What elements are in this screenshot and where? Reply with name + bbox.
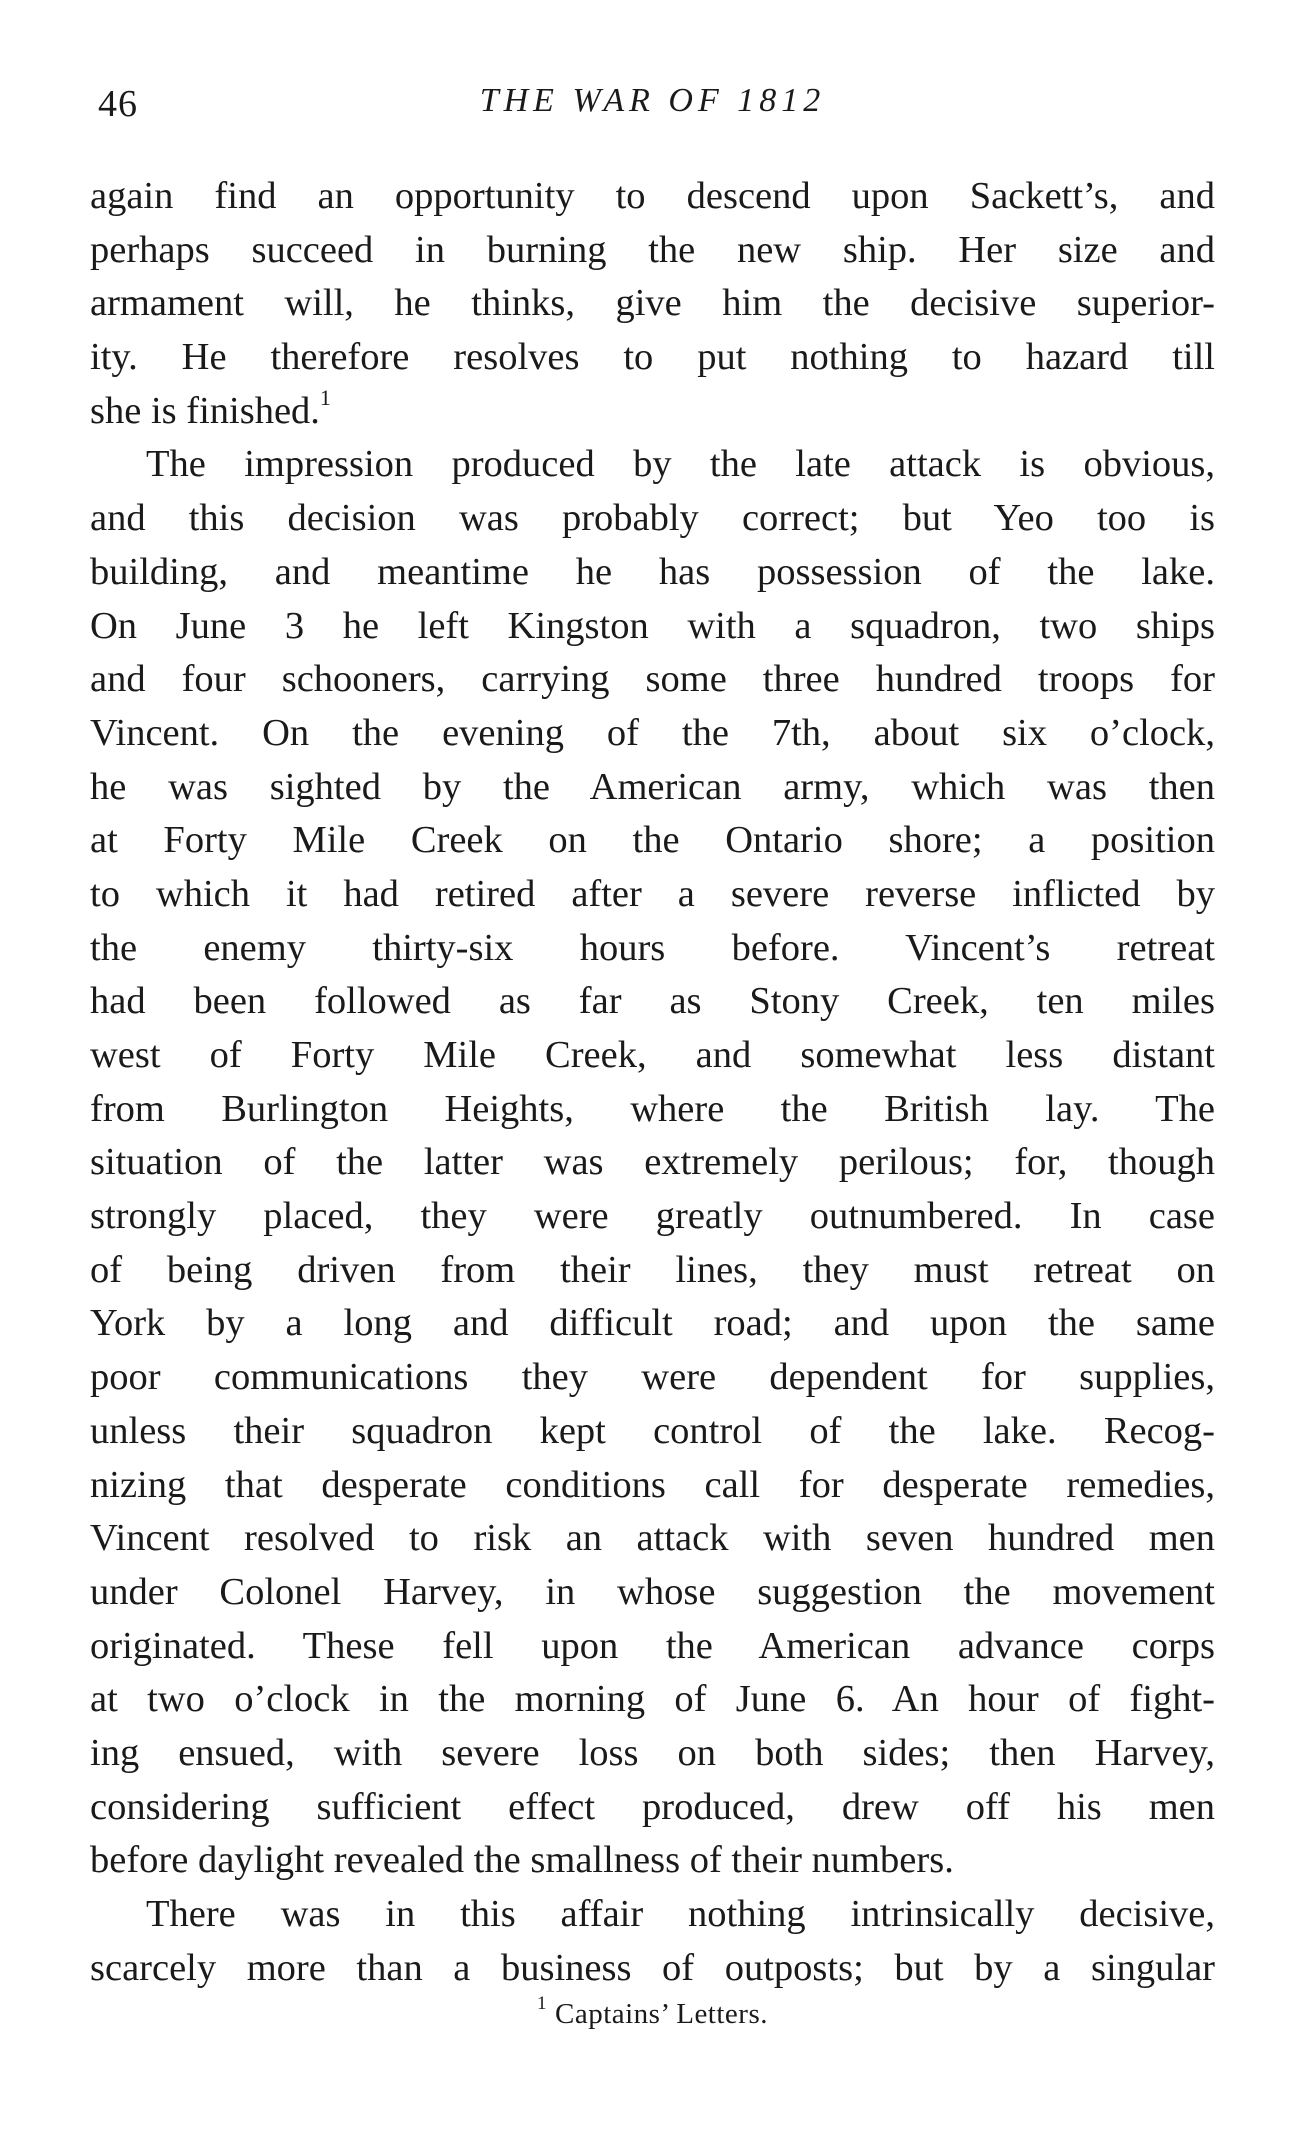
text-line: of being driven from their lines, they must retreat on: [90, 1248, 1215, 1291]
running-head: [90, 82, 1215, 132]
text-line: ing ensued, with severe loss on both sides; then Harvey,: [90, 1731, 1215, 1774]
footnote: [90, 1993, 1215, 2031]
text-line: situation of the latter was extremely perilous; for, though: [90, 1141, 1215, 1184]
footnote-marker: 1: [536, 1993, 547, 2015]
text-line: at Forty Mile Creek on the Ontario shore; a position: [90, 819, 1215, 862]
text-line: unless their squadron kept control of the lake. Recog-: [90, 1409, 1215, 1452]
text-line: building, and meantime he has possession of the lake.: [90, 550, 1215, 593]
body-text: [90, 170, 1215, 1995]
text-line: [90, 385, 1215, 439]
text-line: from Burlington Heights, where the British lay. The: [90, 1087, 1215, 1130]
running-title: THE WAR OF 1812: [479, 82, 826, 119]
text-line: considering sufficient effect produced, drew off his men: [90, 1785, 1215, 1828]
page-number: 46: [98, 83, 138, 125]
text-line: under Colonel Harvey, in whose suggestion the movement: [90, 1570, 1215, 1613]
text-line: and four schooners, carrying some three hundred troops for: [90, 658, 1215, 701]
text-line: ity. He therefore resolves to put nothing to hazard till: [90, 336, 1215, 379]
text-line: at two o’clock in the morning of June 6. An hour of fight-: [90, 1678, 1215, 1721]
text-line: scarcely more than a business of outposts; but by a singular: [90, 1946, 1215, 1989]
text-line: York by a long and difficult road; and upon the same: [90, 1302, 1215, 1345]
text-line: On June 3 he left Kingston with a squadron, two ships: [90, 604, 1215, 647]
text-line: strongly placed, they were greatly outnumbered. In case: [90, 1195, 1215, 1238]
text-line: he was sighted by the American army, which was then: [90, 765, 1215, 808]
text-line: to which it had retired after a severe reverse inflicted by: [90, 872, 1215, 915]
text-line: had been followed as far as Stony Creek, ten miles: [90, 980, 1215, 1023]
text-line: Vincent. On the evening of the 7th, about six o’clock,: [90, 711, 1215, 754]
text-line: the enemy thirty-six hours before. Vincent’s retreat: [90, 926, 1215, 969]
paragraph-start-line: The impression produced by the late attack is obvious,: [146, 443, 1215, 486]
text-line: originated. These fell upon the American advance corps: [90, 1624, 1215, 1667]
paragraph-start-line: There was in this affair nothing intrinsically decisive,: [146, 1893, 1215, 1935]
text-line: Vincent resolved to risk an attack with seven hundred men: [90, 1517, 1215, 1560]
text-line: nizing that desperate conditions call for desperate remedies,: [90, 1463, 1215, 1506]
text-line: perhaps succeed in burning the new ship. Her size and: [90, 228, 1215, 271]
book-page: [90, 0, 1215, 2154]
text-line: poor communications they were dependent for supplies,: [90, 1356, 1215, 1399]
text-line: west of Forty Mile Creek, and somewhat less distant: [90, 1034, 1215, 1076]
text-line: before daylight revealed the smallness of their numbers.: [90, 1839, 954, 1882]
footnote-text: Captains’ Letters.: [554, 1998, 768, 2030]
text-line: again find an opportunity to descend upon Sackett’s, and: [90, 175, 1215, 217]
footnote-reference: 1: [319, 384, 331, 410]
text-line: armament will, he thinks, give him the decisive superior-: [90, 282, 1215, 325]
text-line-content: she is finished.: [90, 389, 320, 432]
text-line: and this decision was probably correct; but Yeo too is: [90, 497, 1215, 540]
